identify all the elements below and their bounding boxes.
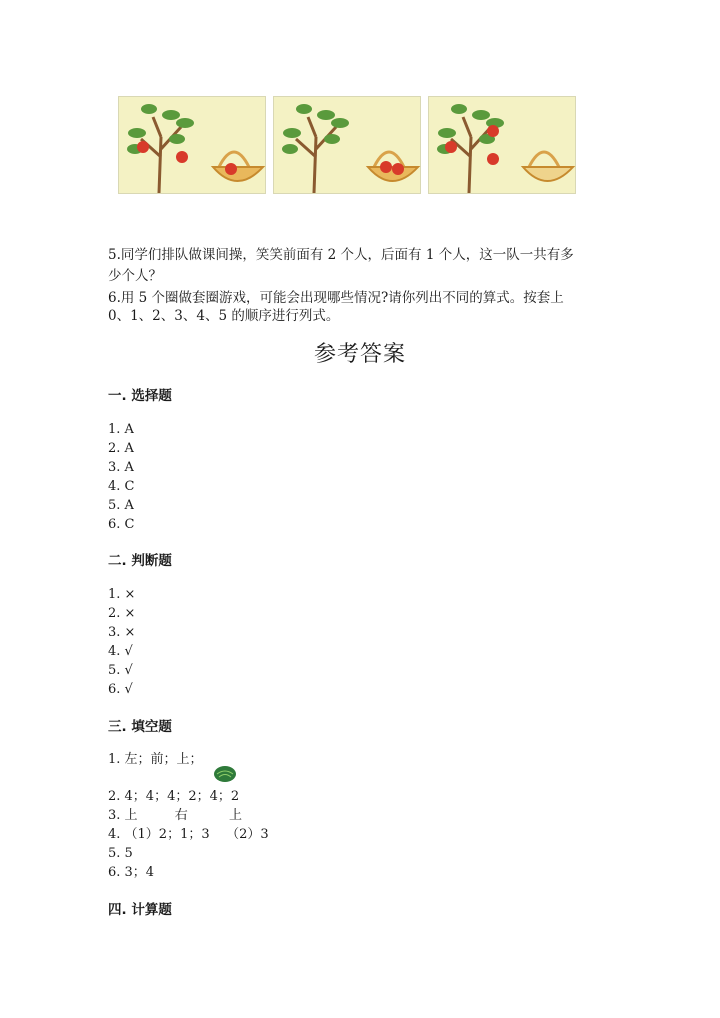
answer-item: 3. 上 右 上 (108, 808, 243, 823)
answer-item: 5. A (108, 498, 134, 513)
panel-3 (428, 96, 576, 194)
tree-basket-illustration-2 (274, 97, 422, 195)
section-title-calculation: 四. 计算题 (108, 902, 172, 918)
answer-item: 4. C (108, 479, 135, 494)
question-6-line-2: 0、1、2、3、4、5 的顺序进行列式。 (108, 308, 340, 324)
answer-item: 5. √ (108, 663, 133, 678)
question-6-line-1: 6.用 5 个圈做套圈游戏，可能会出现哪些情况?请你列出不同的算式。按套上 (108, 290, 564, 306)
answer-item: 3. A (108, 460, 134, 475)
question-5-line-2: 少个人？ (108, 268, 162, 284)
answer-item: 4. √ (108, 644, 133, 659)
watermelon-icon (213, 765, 237, 783)
answer-item: 1. × (108, 587, 136, 602)
section-title-fill-blank: 三. 填空题 (108, 719, 172, 735)
question-5-line-1: 5.同学们排队做课间操，笑笑前面有 2 个人，后面有 1 个人，这一队一共有多 (108, 247, 574, 263)
answer-item: 6. C (108, 517, 135, 532)
tree-basket-illustration-1 (119, 97, 267, 195)
answer-item: 1. 左；前；上； (108, 752, 203, 767)
answer-item: 6. √ (108, 682, 133, 697)
answer-item: 5. 5 (108, 846, 133, 861)
answer-item: 6. 3；4 (108, 865, 155, 880)
answer-item: 2. A (108, 441, 134, 456)
section-title-judgement: 二. 判断题 (108, 553, 172, 569)
answer-item: 2. 4；4；4；2；4；2 (108, 789, 240, 804)
panel-2 (273, 96, 421, 194)
answer-key-title: 参考答案 (313, 342, 406, 367)
section-title-choice: 一. 选择题 (108, 388, 172, 404)
tree-basket-illustration-3 (429, 97, 577, 195)
panel-1 (118, 96, 266, 194)
answer-item: 4. （1）2；1；3 （2）3 (108, 827, 269, 842)
illustration-panels (118, 96, 578, 196)
answer-item: 1. A (108, 422, 134, 437)
answer-item: 3. × (108, 625, 136, 640)
answer-item: 2. × (108, 606, 136, 621)
